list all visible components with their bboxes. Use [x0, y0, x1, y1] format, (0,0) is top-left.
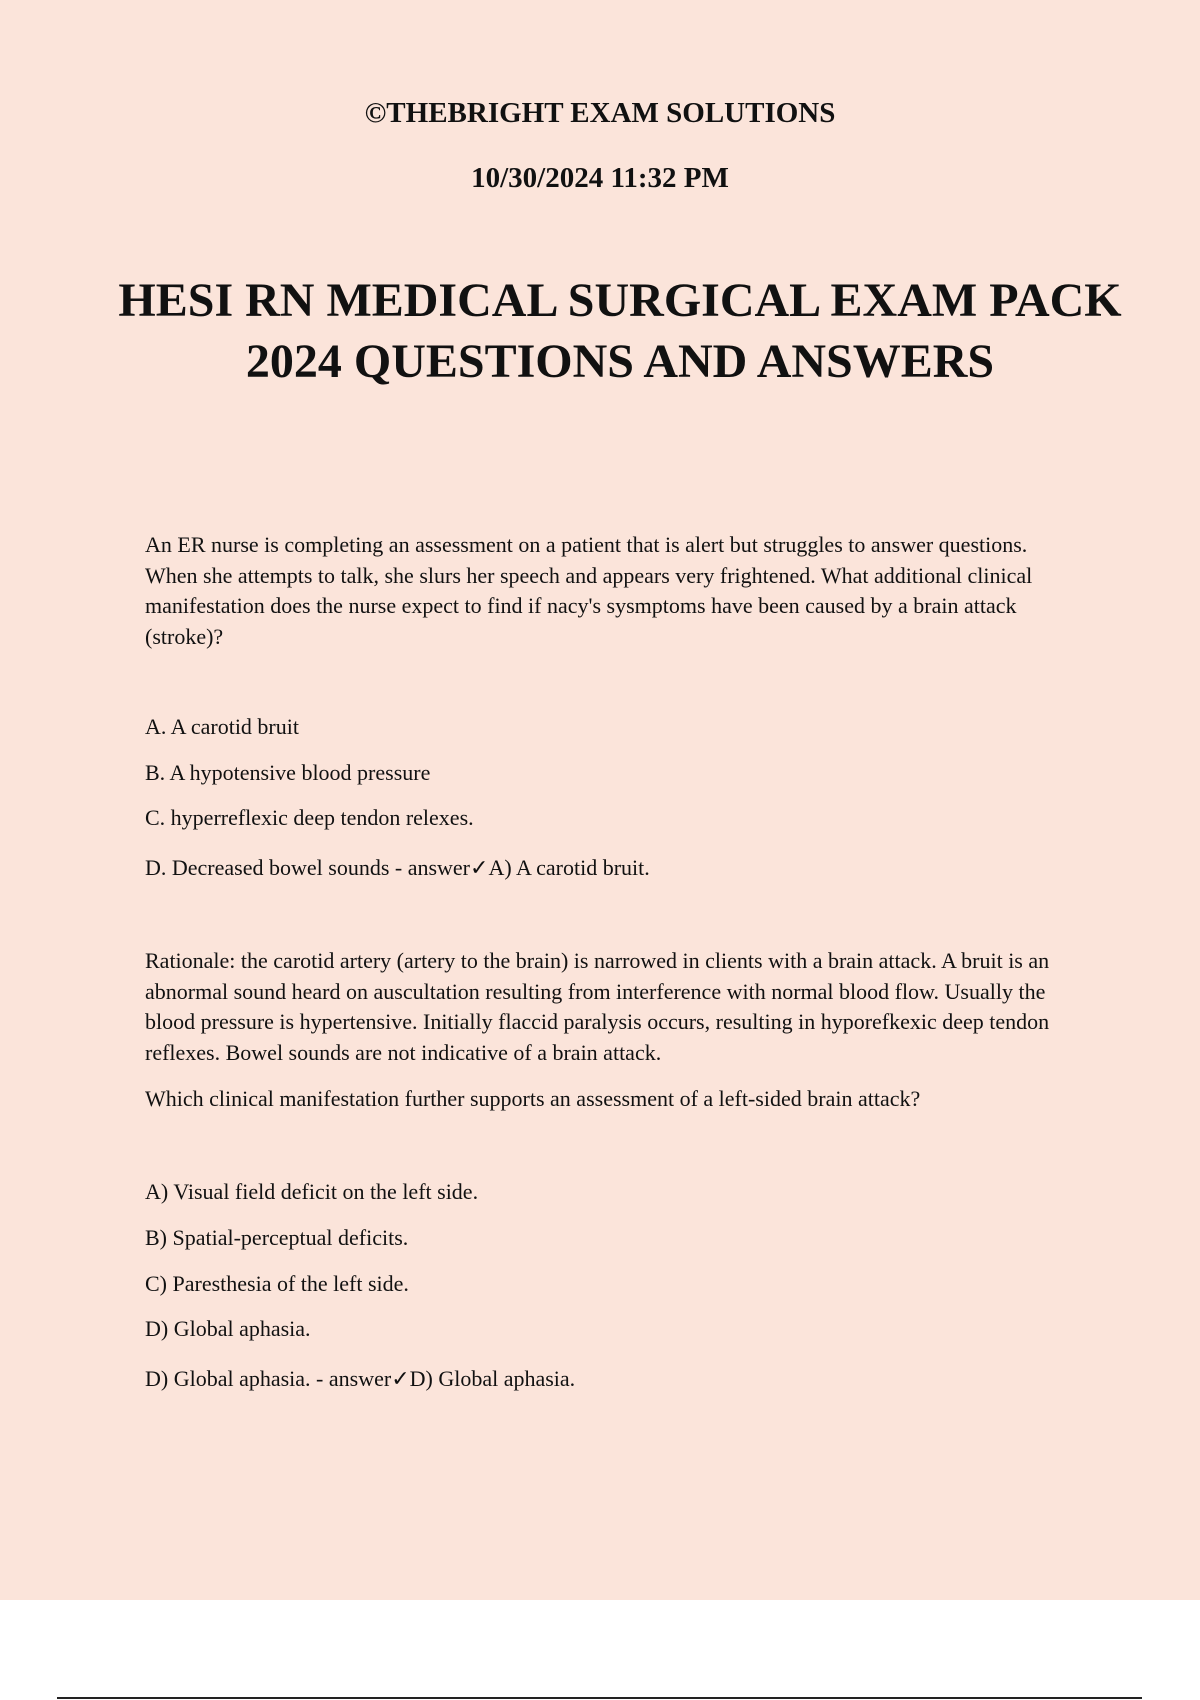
question-1-option-d-answer: D. Decreased bowel sounds - answer✓A) A carotid bruit. — [145, 855, 650, 880]
question-2-option-a: A) Visual field deficit on the left side. — [145, 1179, 479, 1204]
question-2-option-c: C) Paresthesia of the left side. — [145, 1271, 409, 1296]
question-2-text: Which clinical manifestation further supports an assessment of a left-sided brain attack? — [145, 1086, 921, 1111]
question-1-text: An ER nurse is completing an assessment on a patient that is alert but struggles to answer questions. When she attempts to talk, she slurs her speech and appears very frightened. What additional clinical manifestation does the nurse expect to find if nacy's sysmptoms have been caused by a brain attack (stroke)? — [145, 532, 1033, 649]
question-1-option-b: B. A hypotensive blood pressure — [145, 760, 431, 785]
question-2-option-b: B) Spatial-perceptual deficits. — [145, 1225, 409, 1250]
brand-header: ©THEBRIGHT EXAM SOLUTIONS — [364, 97, 836, 129]
question-2-option-d: D) Global aphasia. — [145, 1316, 311, 1341]
question-1-option-c: C. hyperreflexic deep tendon relexes. — [145, 805, 474, 830]
header-datetime: 10/30/2024 11:32 PM — [471, 162, 729, 194]
footer-divider — [57, 1697, 1142, 1699]
document-title: HESI RN MEDICAL SURGICAL EXAM PACK 2024 QUESTIONS AND ANSWERS — [118, 274, 1122, 388]
question-1-option-a: A. A carotid bruit — [145, 714, 299, 739]
question-1-rationale: Rationale: the carotid artery (artery to the brain) is narrowed in clients with a brain attack. A bruit is an abnormal sound heard on auscultation resulting from interference with normal blood flow. Usually the blood pressure is hypertensive. Initially flaccid paralysis occurs, resulting in hyporefkexic deep tendon reflexes. Bowel sounds are not indicative of a brain attack. — [145, 948, 1050, 1065]
question-2-answer: D) Global aphasia. - answer✓D) Global aphasia. — [145, 1366, 576, 1391]
